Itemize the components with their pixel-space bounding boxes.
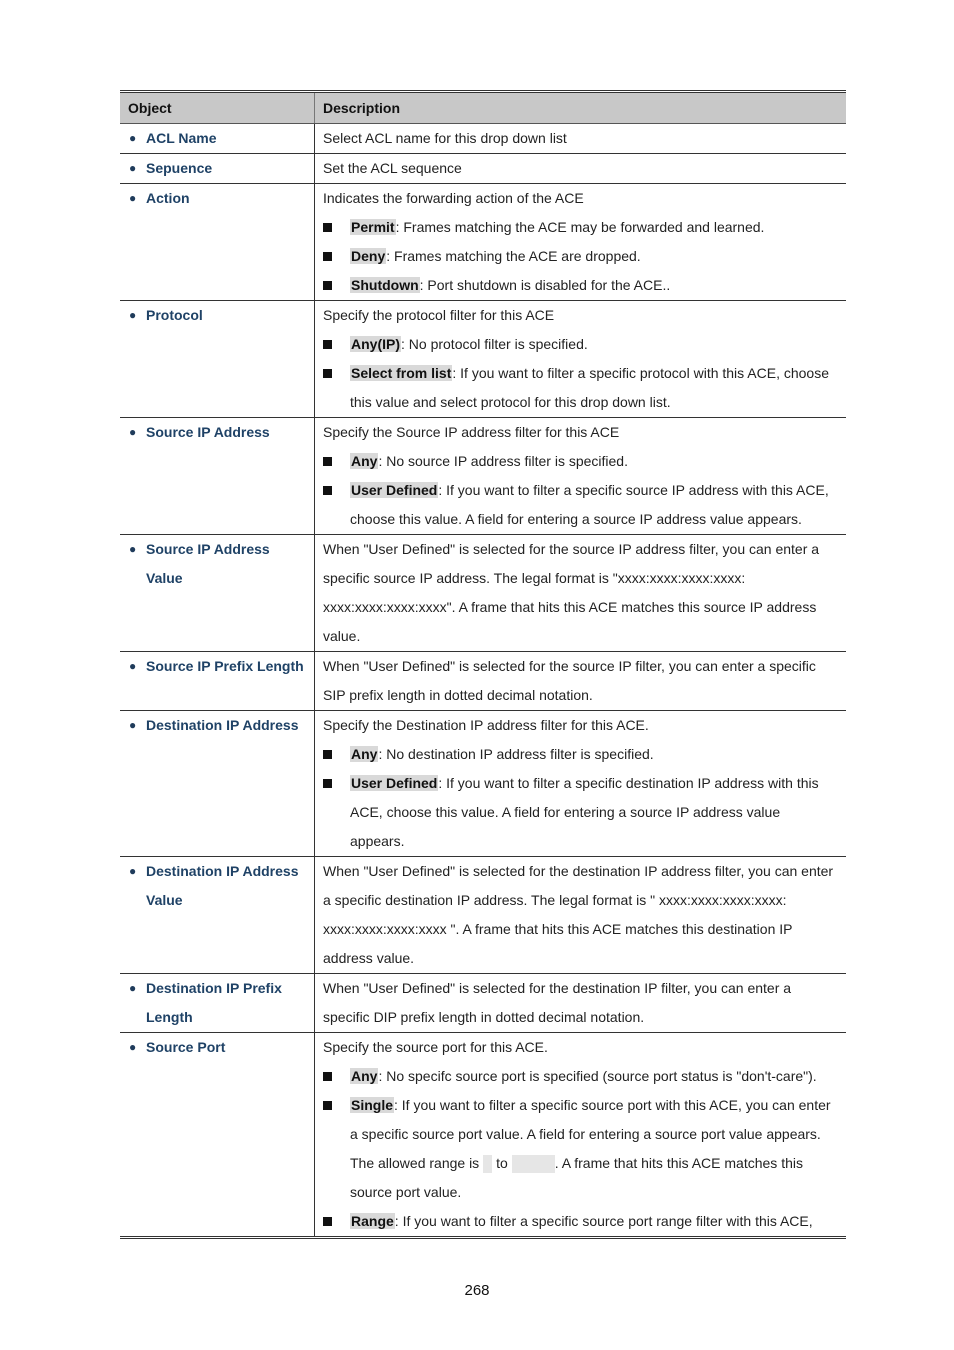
document-page bbox=[120, 90, 846, 1239]
description-cell bbox=[315, 1033, 847, 1238]
header-description: Description bbox=[315, 92, 847, 124]
option-text: : No destination IP address filter is specified. bbox=[378, 746, 654, 762]
option-text: : No specifc source port is specified (source port status is "don't-care"). bbox=[378, 1068, 817, 1084]
range-min-blank bbox=[483, 1155, 492, 1173]
range-max-blank bbox=[512, 1155, 555, 1173]
range-to-text: to bbox=[496, 1155, 508, 1171]
object-description-table bbox=[120, 90, 846, 1239]
option-text: : If you want to filter a specific protocol with this ACE, choose this value and select protocol for this drop down list. bbox=[350, 365, 829, 410]
description-cell bbox=[315, 974, 847, 1033]
option-item bbox=[323, 740, 838, 769]
description-text: Select ACL name for this drop down list bbox=[323, 130, 567, 146]
option-text: : Port shutdown is disabled for the ACE.. bbox=[419, 277, 671, 293]
page-number: 268 bbox=[464, 1282, 490, 1299]
bullet-dot-icon: ● bbox=[129, 864, 137, 878]
object-cell bbox=[120, 301, 315, 418]
description-cell bbox=[315, 535, 847, 652]
object-name: Source Port bbox=[146, 1039, 226, 1055]
description-cell bbox=[315, 154, 847, 184]
option-term: Any(IP) bbox=[351, 336, 400, 352]
table-row bbox=[120, 301, 846, 418]
option-term: Any bbox=[351, 1068, 378, 1084]
bullet-dot-icon: ● bbox=[129, 659, 137, 673]
object-name: Source IP Prefix Length bbox=[146, 658, 304, 674]
option-item bbox=[323, 359, 838, 417]
description-cell bbox=[315, 184, 847, 301]
option-term: Shutdown bbox=[351, 277, 419, 293]
bullet-dot-icon: ● bbox=[129, 191, 137, 205]
description-text: Set the ACL sequence bbox=[323, 160, 462, 176]
option-term: User Defined bbox=[351, 775, 438, 791]
square-bullet-icon bbox=[323, 1101, 332, 1110]
object-cell bbox=[120, 711, 315, 857]
description-cell bbox=[315, 418, 847, 535]
table-row bbox=[120, 124, 846, 154]
description-text: When "User Defined" is selected for the source IP address filter, you can enter a specific source IP address. The legal format is "xxxx:xxxx:xxxx:xxxx: xxxx:xxxx:xxxx:xxxx". A frame that hits this ACE matches this source IP address value. bbox=[323, 541, 820, 644]
object-name: Destination IP Prefix Length bbox=[146, 980, 282, 1025]
option-item bbox=[323, 213, 838, 242]
square-bullet-icon bbox=[323, 1217, 332, 1226]
bullet-dot-icon: ● bbox=[129, 1040, 137, 1054]
option-term: Select from list bbox=[351, 365, 452, 381]
object-name: Action bbox=[146, 190, 190, 206]
option-text: : If you want to filter a specific source port range filter with this ACE, bbox=[394, 1213, 813, 1229]
bullet-dot-icon: ● bbox=[129, 131, 137, 145]
option-term: Any bbox=[351, 453, 378, 469]
square-bullet-icon bbox=[323, 779, 332, 788]
option-item bbox=[323, 769, 838, 856]
option-text: : Frames matching the ACE are dropped. bbox=[386, 248, 641, 264]
description-text: Specify the Destination IP address filter for this ACE. bbox=[323, 717, 649, 733]
description-text: Specify the source port for this ACE. bbox=[323, 1039, 548, 1055]
square-bullet-icon bbox=[323, 369, 332, 378]
option-text-tail: . A frame that hits this ACE matches this source port value. bbox=[350, 1155, 803, 1200]
option-text: : If you want to filter a specific source port with this ACE, you can enter a specific source port value. A field for entering a source port value appears. The allowed range is bbox=[350, 1097, 831, 1171]
object-cell bbox=[120, 154, 315, 184]
option-text: : If you want to filter a specific destination IP address with this ACE, choose this value. A field for entering a source IP address value appears. bbox=[350, 775, 819, 849]
description-cell bbox=[315, 857, 847, 974]
description-text: Specify the Source IP address filter for this ACE bbox=[323, 424, 620, 440]
object-name: Sepuence bbox=[146, 160, 213, 176]
header-object: Object bbox=[120, 92, 315, 124]
table-row bbox=[120, 1033, 846, 1238]
option-item bbox=[323, 271, 838, 300]
option-text: : No source IP address filter is specified. bbox=[378, 453, 628, 469]
square-bullet-icon bbox=[323, 252, 332, 261]
bullet-dot-icon: ● bbox=[129, 718, 137, 732]
object-name: Destination IP Address bbox=[146, 717, 299, 733]
bullet-dot-icon: ● bbox=[129, 161, 137, 175]
square-bullet-icon bbox=[323, 223, 332, 232]
description-text: When "User Defined" is selected for the destination IP address filter, you can enter a specific destination IP address. The legal format is " xxxx:xxxx:xxxx:xxxx: xxxx:xxxx:xxxx:xxxx ". A frame that hits this ACE matches this destination IP address value. bbox=[323, 863, 834, 966]
table-row bbox=[120, 154, 846, 184]
option-term: Any bbox=[351, 746, 378, 762]
table-row bbox=[120, 184, 846, 301]
description-text: When "User Defined" is selected for the destination IP filter, you can enter a specific DIP prefix length in dotted decimal notation. bbox=[323, 980, 792, 1025]
square-bullet-icon bbox=[323, 457, 332, 466]
object-cell bbox=[120, 857, 315, 974]
object-name: ACL Name bbox=[146, 130, 217, 146]
bullet-dot-icon: ● bbox=[129, 981, 137, 995]
option-item bbox=[323, 1062, 838, 1091]
option-term: User Defined bbox=[351, 482, 438, 498]
table-row bbox=[120, 652, 846, 711]
object-name: Protocol bbox=[146, 307, 203, 323]
square-bullet-icon bbox=[323, 750, 332, 759]
description-text: Indicates the forwarding action of the ACE bbox=[323, 190, 584, 206]
object-cell bbox=[120, 652, 315, 711]
option-text: : If you want to filter a specific source IP address with this ACE, choose this value. A field for entering a source IP address value appears. bbox=[350, 482, 829, 527]
object-cell bbox=[120, 1033, 315, 1238]
object-cell bbox=[120, 974, 315, 1033]
square-bullet-icon bbox=[323, 1072, 332, 1081]
square-bullet-icon bbox=[323, 486, 332, 495]
object-name: Destination IP Address Value bbox=[146, 863, 299, 908]
object-cell bbox=[120, 535, 315, 652]
square-bullet-icon bbox=[323, 281, 332, 290]
object-name: Source IP Address Value bbox=[146, 541, 270, 586]
table-row bbox=[120, 711, 846, 857]
option-item bbox=[323, 1207, 838, 1236]
option-term: Single bbox=[351, 1097, 394, 1113]
option-item bbox=[323, 476, 838, 534]
object-cell bbox=[120, 418, 315, 535]
option-term: Deny bbox=[351, 248, 386, 264]
description-cell bbox=[315, 711, 847, 857]
bullet-dot-icon: ● bbox=[129, 542, 137, 556]
bullet-dot-icon: ● bbox=[129, 425, 137, 439]
description-text: When "User Defined" is selected for the source IP filter, you can enter a specific SIP prefix length in dotted decimal notation. bbox=[323, 658, 816, 703]
option-text: : Frames matching the ACE may be forwarded and learned. bbox=[395, 219, 765, 235]
table-row bbox=[120, 535, 846, 652]
object-cell bbox=[120, 184, 315, 301]
option-item bbox=[323, 330, 838, 359]
option-term: Range bbox=[351, 1213, 394, 1229]
option-item bbox=[323, 242, 838, 271]
table-header-row bbox=[120, 92, 846, 124]
description-text: Specify the protocol filter for this ACE bbox=[323, 307, 555, 323]
description-cell bbox=[315, 301, 847, 418]
object-cell bbox=[120, 124, 315, 154]
table-row bbox=[120, 974, 846, 1033]
bullet-dot-icon: ● bbox=[129, 308, 137, 322]
option-item bbox=[323, 447, 838, 476]
option-term: Permit bbox=[351, 219, 395, 235]
square-bullet-icon bbox=[323, 340, 332, 349]
description-cell bbox=[315, 652, 847, 711]
object-name: Source IP Address bbox=[146, 424, 270, 440]
table-row bbox=[120, 418, 846, 535]
option-item bbox=[323, 1091, 838, 1207]
table-row bbox=[120, 857, 846, 974]
description-cell bbox=[315, 124, 847, 154]
option-text: : No protocol filter is specified. bbox=[401, 336, 588, 352]
